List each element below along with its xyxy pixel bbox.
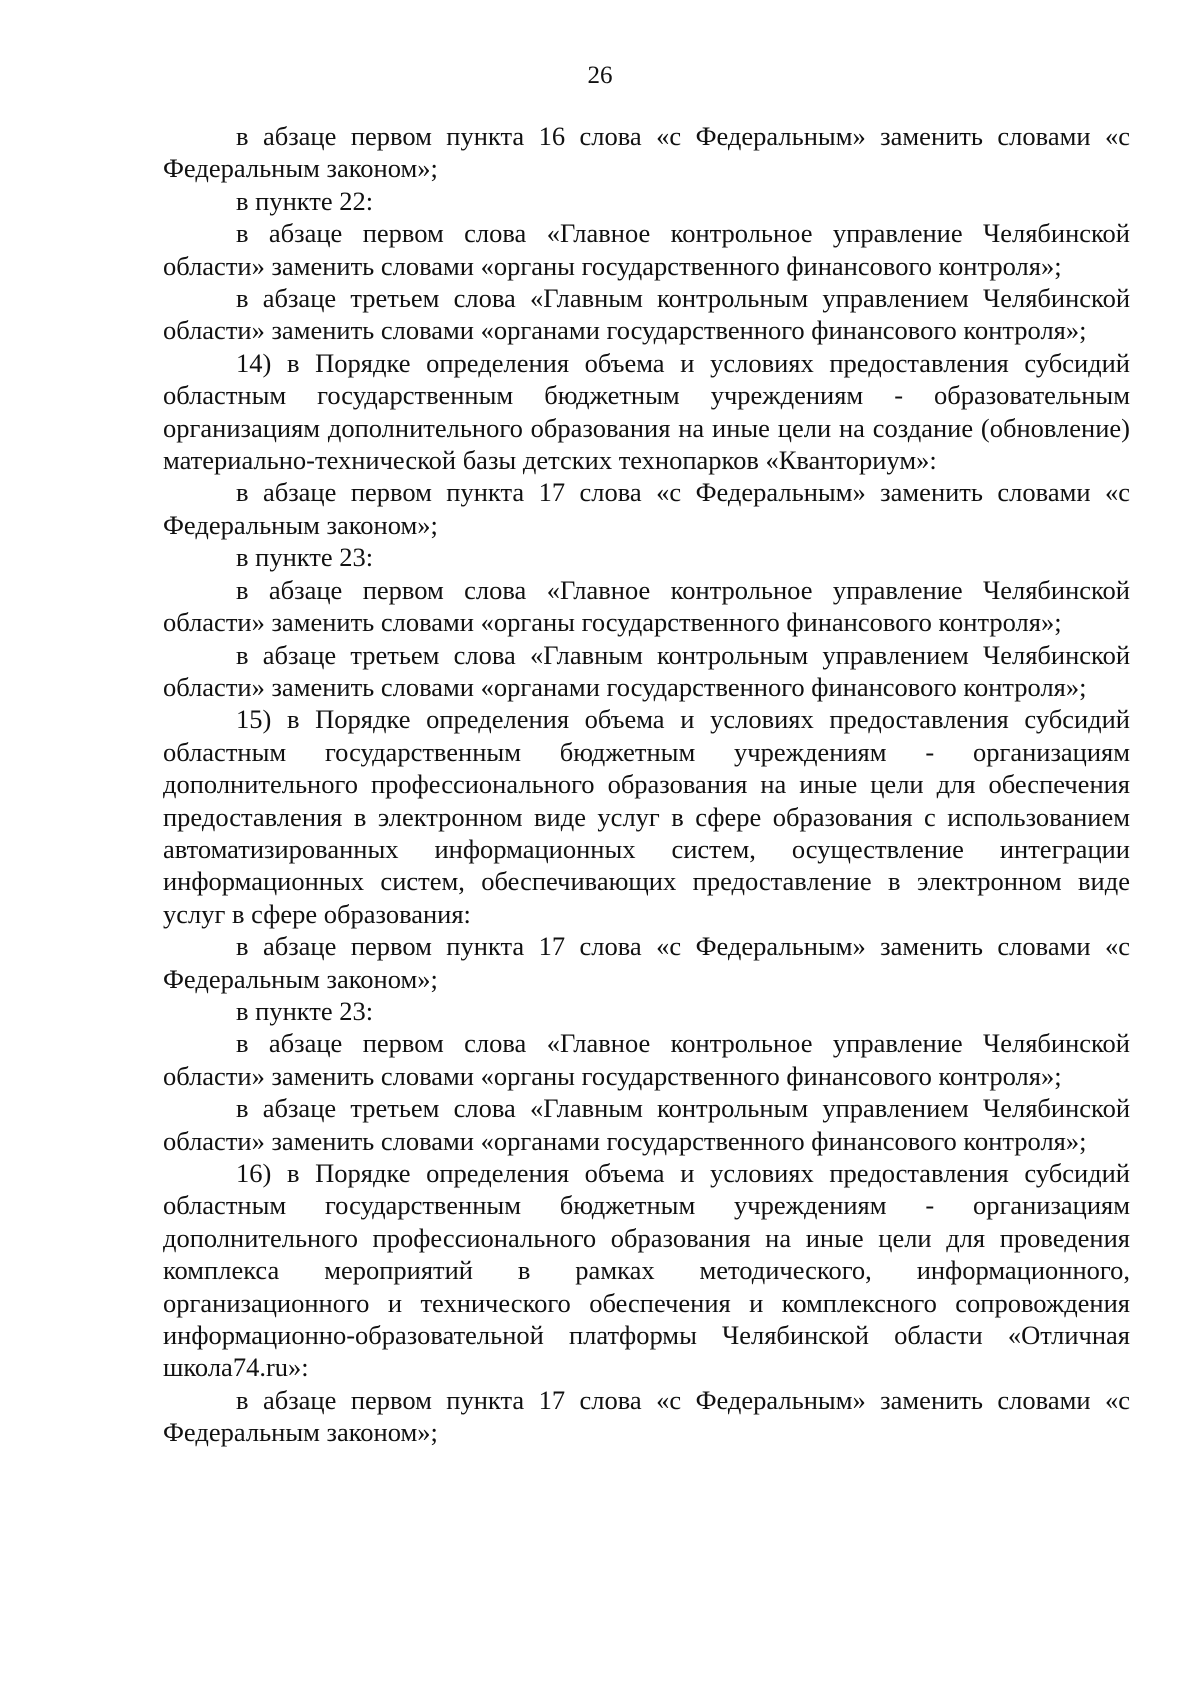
paragraph: в абзаце первом слова «Главное контрольное управление Челябинской области» заменить словами «органы государственного финансового контроля»;	[163, 218, 1130, 281]
paragraph: 14) в Порядке определения объема и условиях предоставления субсидий областным государственным бюджетным учреждениям - образовательным организациям дополнительного образования на иные цели на создание (обновление) материально-технической базы детских технопарков «Кванториум»:	[163, 347, 1130, 476]
paragraph: в абзаце третьем слова «Главным контрольным управлением Челябинской области» заменить словами «органами государственного финансового контроля»;	[163, 283, 1130, 346]
paragraph: в пункте 23:	[236, 995, 374, 1026]
paragraph: 16) в Порядке определения объема и условиях предоставления субсидий областным государственным бюджетным учреждениям - организациям дополнительного профессионального образования на иные цели для проведения комплекса мероприятий в рамках методического, информационного, организационного и технического обеспечения и комплексного сопровождения информационно-образовательной платформы Челябинской области «Отличная школа74.ru»:	[163, 1158, 1130, 1383]
paragraph: в абзаце первом слова «Главное контрольное управление Челябинской области» заменить словами «органы государственного финансового контроля»;	[163, 574, 1130, 638]
paragraph: в абзаце первом пункта 17 слова «с Федеральным» заменить словами «с Федеральным законом»;	[163, 1384, 1130, 1448]
paragraph: в абзаце первом пункта 17 слова «с Федеральным» заменить словами «с Федеральным законом»;	[163, 477, 1130, 540]
paragraph: в абзаце первом слова «Главное контрольное управление Челябинской области» заменить словами «органы государственного финансового контроля»;	[163, 1028, 1130, 1091]
paragraph: в абзаце первом пункта 16 слова «с Федеральным» заменить словами «с Федеральным законом»;	[163, 121, 1130, 184]
paragraph: в абзаце первом пункта 17 слова «с Федеральным» заменить словами «с Федеральным законом»;	[163, 931, 1130, 994]
page-number: 26	[587, 62, 613, 89]
paragraph: в пункте 23:	[236, 542, 374, 573]
paragraph: в абзаце третьем слова «Главным контрольным управлением Челябинской области» заменить словами «органами государственного финансового контроля»;	[163, 1093, 1130, 1156]
paragraph: 15) в Порядке определения объема и условиях предоставления субсидий областным государственным бюджетным учреждениям - организациям дополнительного профессионального образования на иные цели для обеспечения предоставления в электронном виде услуг в сфере образования с использованием автоматизированных информационных систем, осуществление интеграции информационных систем, обеспечивающих предоставление в электронном виде услуг в сфере образования:	[163, 704, 1130, 929]
paragraph: в пункте 22:	[236, 185, 374, 216]
document-body	[163, 120, 1130, 1449]
paragraph: в абзаце третьем слова «Главным контрольным управлением Челябинской области» заменить словами «органами государственного финансового контроля»;	[163, 639, 1130, 702]
